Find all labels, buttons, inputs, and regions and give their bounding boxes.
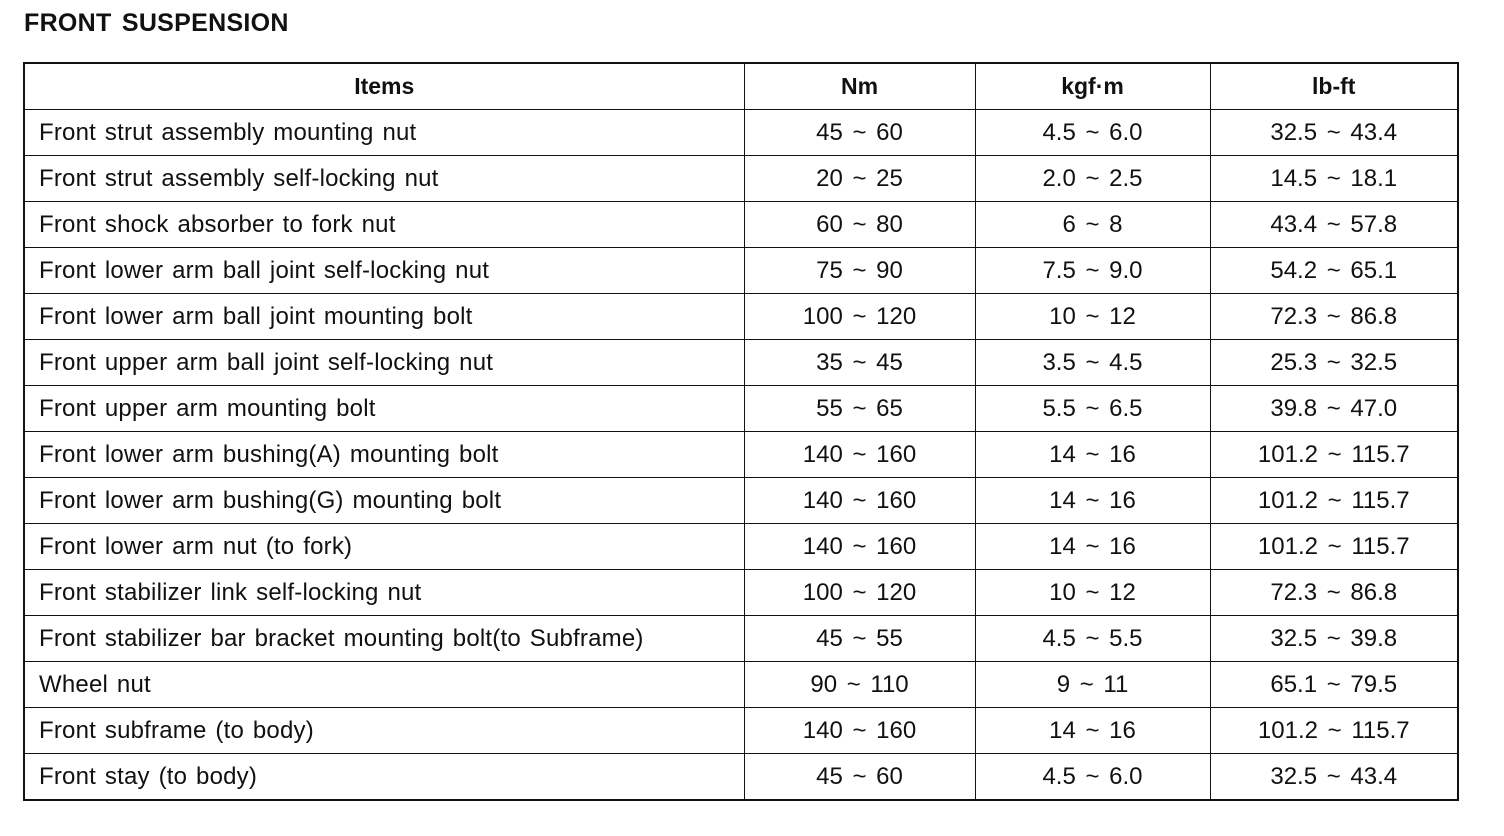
table-row	[24, 110, 1458, 156]
column-header-items: Items	[24, 63, 744, 110]
lbft-cell: 43.4 ~ 57.8	[1210, 202, 1458, 248]
kgfm-cell: 14 ~ 16	[975, 708, 1210, 754]
lbft-cell: 65.1 ~ 79.5	[1210, 662, 1458, 708]
lbft-cell: 32.5 ~ 43.4	[1210, 754, 1458, 801]
nm-cell: 140 ~ 160	[744, 708, 975, 754]
kgfm-cell: 7.5 ~ 9.0	[975, 248, 1210, 294]
kgfm-cell: 14 ~ 16	[975, 478, 1210, 524]
kgfm-cell: 4.5 ~ 5.5	[975, 616, 1210, 662]
kgfm-cell: 14 ~ 16	[975, 432, 1210, 478]
item-cell: Front strut assembly self-locking nut	[24, 156, 744, 202]
nm-cell: 45 ~ 55	[744, 616, 975, 662]
table-row	[24, 754, 1458, 801]
item-cell: Front lower arm bushing(A) mounting bolt	[24, 432, 744, 478]
table-header	[24, 63, 1458, 110]
item-cell: Front upper arm mounting bolt	[24, 386, 744, 432]
nm-cell: 55 ~ 65	[744, 386, 975, 432]
item-cell: Front stay (to body)	[24, 754, 744, 801]
lbft-cell: 14.5 ~ 18.1	[1210, 156, 1458, 202]
kgfm-cell: 10 ~ 12	[975, 294, 1210, 340]
item-cell: Front stabilizer link self-locking nut	[24, 570, 744, 616]
column-header-nm: Nm	[744, 63, 975, 110]
table-row	[24, 708, 1458, 754]
table-row	[24, 432, 1458, 478]
table-row	[24, 616, 1458, 662]
nm-cell: 60 ~ 80	[744, 202, 975, 248]
lbft-cell: 72.3 ~ 86.8	[1210, 570, 1458, 616]
item-cell: Front shock absorber to fork nut	[24, 202, 744, 248]
item-cell: Front upper arm ball joint self-locking nut	[24, 340, 744, 386]
lbft-cell: 101.2 ~ 115.7	[1210, 432, 1458, 478]
torque-spec-table	[23, 62, 1459, 801]
item-cell: Front stabilizer bar bracket mounting bolt(to Subframe)	[24, 616, 744, 662]
nm-cell: 75 ~ 90	[744, 248, 975, 294]
table-row	[24, 662, 1458, 708]
table-row	[24, 248, 1458, 294]
kgfm-cell: 4.5 ~ 6.0	[975, 110, 1210, 156]
lbft-cell: 39.8 ~ 47.0	[1210, 386, 1458, 432]
lbft-cell: 25.3 ~ 32.5	[1210, 340, 1458, 386]
kgfm-cell: 3.5 ~ 4.5	[975, 340, 1210, 386]
item-cell: Wheel nut	[24, 662, 744, 708]
table-row	[24, 570, 1458, 616]
table-row	[24, 294, 1458, 340]
nm-cell: 100 ~ 120	[744, 570, 975, 616]
item-cell: Front lower arm nut (to fork)	[24, 524, 744, 570]
table-row	[24, 386, 1458, 432]
lbft-cell: 72.3 ~ 86.8	[1210, 294, 1458, 340]
table-row	[24, 478, 1458, 524]
lbft-cell: 32.5 ~ 39.8	[1210, 616, 1458, 662]
table-row	[24, 202, 1458, 248]
lbft-cell: 54.2 ~ 65.1	[1210, 248, 1458, 294]
lbft-cell: 101.2 ~ 115.7	[1210, 708, 1458, 754]
nm-cell: 140 ~ 160	[744, 432, 975, 478]
item-cell: Front strut assembly mounting nut	[24, 110, 744, 156]
column-header-lbft: lb-ft	[1210, 63, 1458, 110]
kgfm-cell: 6 ~ 8	[975, 202, 1210, 248]
nm-cell: 45 ~ 60	[744, 754, 975, 801]
nm-cell: 20 ~ 25	[744, 156, 975, 202]
nm-cell: 35 ~ 45	[744, 340, 975, 386]
nm-cell: 90 ~ 110	[744, 662, 975, 708]
header-row	[24, 63, 1458, 110]
item-cell: Front lower arm ball joint self-locking nut	[24, 248, 744, 294]
lbft-cell: 101.2 ~ 115.7	[1210, 478, 1458, 524]
kgfm-cell: 4.5 ~ 6.0	[975, 754, 1210, 801]
nm-cell: 140 ~ 160	[744, 524, 975, 570]
page-title: FRONT SUSPENSION	[24, 9, 289, 37]
lbft-cell: 32.5 ~ 43.4	[1210, 110, 1458, 156]
lbft-cell: 101.2 ~ 115.7	[1210, 524, 1458, 570]
nm-cell: 100 ~ 120	[744, 294, 975, 340]
kgfm-cell: 5.5 ~ 6.5	[975, 386, 1210, 432]
kgfm-cell: 2.0 ~ 2.5	[975, 156, 1210, 202]
nm-cell: 140 ~ 160	[744, 478, 975, 524]
table-row	[24, 156, 1458, 202]
item-cell: Front lower arm bushing(G) mounting bolt	[24, 478, 744, 524]
column-header-kgfm: kgf·m	[975, 63, 1210, 110]
table-row	[24, 524, 1458, 570]
nm-cell: 45 ~ 60	[744, 110, 975, 156]
kgfm-cell: 10 ~ 12	[975, 570, 1210, 616]
table-body	[24, 110, 1458, 801]
item-cell: Front subframe (to body)	[24, 708, 744, 754]
kgfm-cell: 9 ~ 11	[975, 662, 1210, 708]
item-cell: Front lower arm ball joint mounting bolt	[24, 294, 744, 340]
table-row	[24, 340, 1458, 386]
kgfm-cell: 14 ~ 16	[975, 524, 1210, 570]
